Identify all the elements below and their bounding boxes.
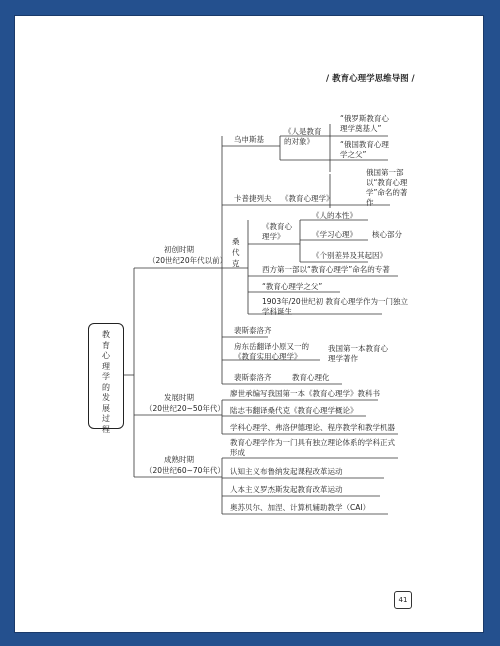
note-sangdaike-2: “教育心理学之父” bbox=[262, 282, 323, 291]
pei-note: 教育心理化 bbox=[292, 373, 330, 382]
person-pei-2: 裴斯泰洛齐 bbox=[234, 373, 272, 382]
sub-learning-psych: 《学习心理》 bbox=[312, 230, 357, 239]
note-wushen-2: “俄国教育心理学之父” bbox=[340, 140, 389, 159]
sub-individual-diff: 《个别差异及其起因》 bbox=[312, 251, 387, 260]
fangdong-translation: 房东岳翻译小原又一的《教育实用心理学》 bbox=[234, 342, 309, 361]
note-wushen-1: “俄罗斯教育心理学奠基人” bbox=[340, 114, 389, 133]
branch-label-mature: 成熟时期 bbox=[164, 455, 194, 464]
mature-item-4: 奥苏贝尔、加涅、计算机辅助教学（CAI） bbox=[230, 503, 371, 512]
branch-period-development: （20世纪20~50年代） bbox=[145, 404, 225, 413]
page-number: 41 bbox=[394, 591, 412, 609]
dev-item-2: 陆志韦翻译桑代克《教育心理学概论》 bbox=[230, 406, 358, 415]
root-label: 教育心理学的发展过程 bbox=[102, 330, 110, 434]
branch-label-development: 发展时期 bbox=[164, 393, 194, 402]
page-title: / 教育心理学思维导图 / bbox=[326, 74, 415, 84]
person-pei-1: 裴斯泰洛齐 bbox=[234, 326, 272, 335]
note-kapei: 俄国第一部以“教育心理学”命名的著作 bbox=[366, 168, 408, 207]
work-sangdaike: 《教育心理学》 bbox=[262, 222, 292, 241]
dev-item-1: 廖世承编写我国第一本《教育心理学》教科书 bbox=[230, 389, 380, 398]
branch-label-early: 初创时期 bbox=[164, 245, 194, 254]
fangdong-note: 我国第一本教育心理学著作 bbox=[328, 344, 388, 363]
sub-human-nature: 《人的本性》 bbox=[312, 211, 357, 220]
note-sangdaike-3: 1903年/20世纪初 教育心理学作为一门独立学科诞生 bbox=[262, 297, 409, 316]
sub-core-part: 核心部分 bbox=[372, 230, 402, 239]
branch-period-mature: （20世纪60~70年代） bbox=[145, 466, 225, 475]
mature-item-3: 人本主义罗杰斯发起教育改革运动 bbox=[230, 485, 343, 494]
person-kapei: 卡普捷列夫 bbox=[234, 194, 272, 203]
mature-item-1: 教育心理学作为一门具有独立理论体系的学科正式形成 bbox=[230, 438, 395, 457]
work-kapei: 《教育心理学》 bbox=[281, 194, 334, 203]
person-sangdaike: 桑代克 bbox=[232, 237, 240, 268]
dev-item-3: 学科心理学、弗洛伊德理论、程序教学和教学机器 bbox=[230, 423, 395, 432]
branch-period-early: （20世纪20年代以前） bbox=[148, 256, 228, 265]
note-sangdaike-1: 西方第一部以“教育心理学”命名的专著 bbox=[262, 265, 390, 274]
mature-item-2: 认知主义布鲁纳发起课程改革运动 bbox=[230, 467, 343, 476]
work-wushen: 《人是教育的对象》 bbox=[284, 127, 322, 146]
person-wushen: 乌申斯基 bbox=[234, 135, 264, 144]
root-node bbox=[88, 323, 124, 434]
